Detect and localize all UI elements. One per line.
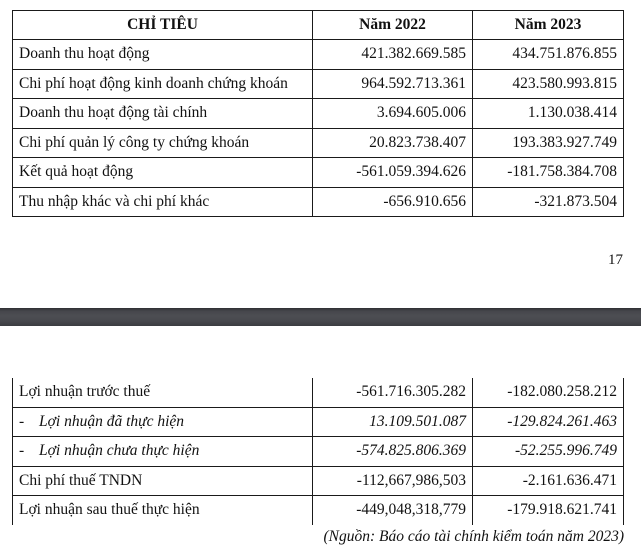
row-label-text: Lợi nhuận đã thực hiện xyxy=(39,412,185,430)
value-2022: 421.382.669.585 xyxy=(313,40,473,70)
header-year-2023: Năm 2023 xyxy=(473,11,624,40)
value-2022: -561.716.305.282 xyxy=(313,378,473,407)
row-label: Kết quả hoạt động xyxy=(13,158,313,188)
header-indicator: CHỈ TIÊU xyxy=(13,11,313,40)
row-label: Chi phí hoạt động kinh doanh chứng khoán xyxy=(13,69,313,99)
value-2022: 20.823.738.407 xyxy=(313,128,473,158)
table-row xyxy=(13,128,624,158)
bullet-dash: - xyxy=(19,442,25,460)
row-label xyxy=(13,378,313,407)
value-2022: -656.910.656 xyxy=(313,187,473,217)
row-label xyxy=(13,496,313,525)
table-row xyxy=(13,407,624,437)
value-2022: 964.592.713.361 xyxy=(313,69,473,99)
value-2022: -112,667,986,503 xyxy=(313,466,473,496)
table-row xyxy=(13,99,624,129)
page-number: 17 xyxy=(608,252,623,268)
table-row xyxy=(13,40,624,70)
row-label xyxy=(13,407,313,437)
page-separator xyxy=(0,308,641,326)
value-2023: 423.580.993.815 xyxy=(473,69,624,99)
table-row xyxy=(13,437,624,467)
value-2022: -561.059.394.626 xyxy=(313,158,473,188)
row-label: Doanh thu hoạt động xyxy=(13,40,313,70)
table-row xyxy=(13,158,624,188)
bullet-dash: - xyxy=(19,412,25,430)
profit-continuation-table xyxy=(12,378,624,525)
row-label-text: Lợi nhuận sau thuế thực hiện xyxy=(19,501,200,519)
table-header-row xyxy=(13,11,624,40)
value-2023: -52.255.996.749 xyxy=(473,437,624,467)
row-label xyxy=(13,466,313,496)
income-summary-table xyxy=(12,10,624,217)
table-row xyxy=(13,496,624,525)
value-2022: -574.825.806.369 xyxy=(313,437,473,467)
table-row xyxy=(13,378,624,407)
value-2023: -182.080.258.212 xyxy=(473,378,624,407)
value-2022: -449,048,318,779 xyxy=(313,496,473,525)
header-year-2022: Năm 2022 xyxy=(313,11,473,40)
value-2023: 1.130.038.414 xyxy=(473,99,624,129)
table-row xyxy=(13,466,624,496)
value-2023: 434.751.876.855 xyxy=(473,40,624,70)
row-label-text: Lợi nhuận trước thuế xyxy=(19,383,151,401)
row-label: Chi phí quản lý công ty chứng khoán xyxy=(13,128,313,158)
value-2023: -181.758.384.708 xyxy=(473,158,624,188)
table-row xyxy=(13,187,624,217)
value-2023: -321.873.504 xyxy=(473,187,624,217)
table-row xyxy=(13,69,624,99)
value-2023: -179.918.621.741 xyxy=(473,496,624,525)
row-label: Thu nhập khác và chi phí khác xyxy=(13,187,313,217)
row-label xyxy=(13,437,313,467)
document-page-18 xyxy=(0,326,641,551)
value-2023: -129.824.261.463 xyxy=(473,407,624,437)
source-note: (Nguồn: Báo cáo tài chính kiểm toán năm 2023) xyxy=(323,528,624,545)
row-label: Doanh thu hoạt động tài chính xyxy=(13,99,313,129)
row-label-text: Lợi nhuận chưa thực hiện xyxy=(39,442,200,460)
value-2023: 193.383.927.749 xyxy=(473,128,624,158)
value-2022: 3.694.605.006 xyxy=(313,99,473,129)
value-2022: 13.109.501.087 xyxy=(313,407,473,437)
value-2023: -2.161.636.471 xyxy=(473,466,624,496)
row-label-text: Chi phí thuế TNDN xyxy=(19,471,143,489)
